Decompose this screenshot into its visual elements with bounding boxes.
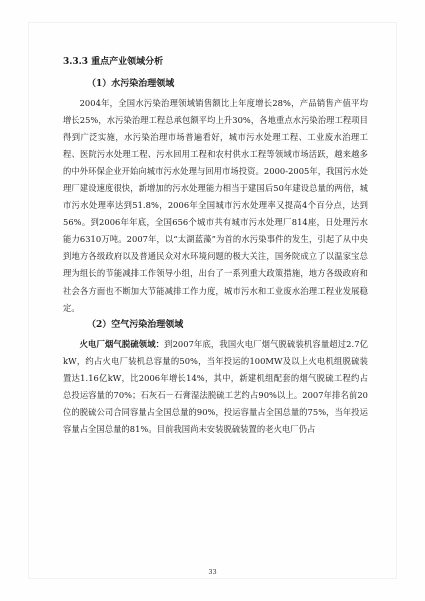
subsection-heading-water: （1）水污染治理领域 [87, 79, 175, 89]
paragraph-lead: 火电厂烟气脱硫领域： [79, 338, 165, 349]
page-number: 33 [208, 568, 217, 576]
section-title: 3.3.3 重点产业领域分析 [63, 57, 164, 67]
page-content [63, 55, 368, 438]
paragraph-water-pollution [63, 95, 368, 317]
paragraph-desulfurization [63, 336, 368, 438]
paragraph-text: 2004年，全国水污染治理领域销售额比上年度增长28%，产品销售产值平均增长25%，水污染治理工程总承包额平均上升30%，各地重点水污染治理工程项目得到广泛实施，水污染治理市场普遍看好，城市污水处理工程、工业废水治理工程、医院污水处理工程、污水回用工程和农村供水工程等领域市场活跃，越来越多的中外环保企业开始向城市污水处理与回用市场投资。2000-2005年，我国污水处理厂建设速度很快，新增加的污水处理能力相当于建国后50年建设总量的两倍，城市污水处理率达到51.8%，2006年全国城市污水处理率又提高4个百分点，达到56%。到2006年年底，全国656个城市共有城市污水处理厂814座，日处理污水能力6310万吨。2007年，以“太湖蓝藻”为首的水污染事件的发生，引起了从中央到地方各级政府以及普通民众对水环境问题的极大关注，国务院成立了以温家宝总理为组长的节能减排工作领导小组，出台了一系列重大政策措施，地方各级政府和社会各方面也不断加大节能减排工作力度，城市污水和工业废水治理工程业发展稳定。 [63, 98, 368, 313]
subsection-heading-air: （2）空气污染治理领域 [87, 319, 184, 330]
paragraph-text: 到2007年底，我国火电厂烟气脱硫装机容量超过2.7亿kW，约占火电厂装机总容量的50%，当年投运的100MW及以上火电机组脱硫装置达1.16亿kW，比2006年增长14%，其中，新建机组配套的烟气脱硫工程约占总投运容量的70%；石灰石－石膏湿法脱硫工艺约占90%以上。2007年排名前20位的脱硫公司合同容量占全国总量的90%，投运容量占全国总量的75%，当年投运容量占全国总量的81%。目前我国尚未安装脱硫装置的老火电厂仍占 [63, 338, 368, 434]
